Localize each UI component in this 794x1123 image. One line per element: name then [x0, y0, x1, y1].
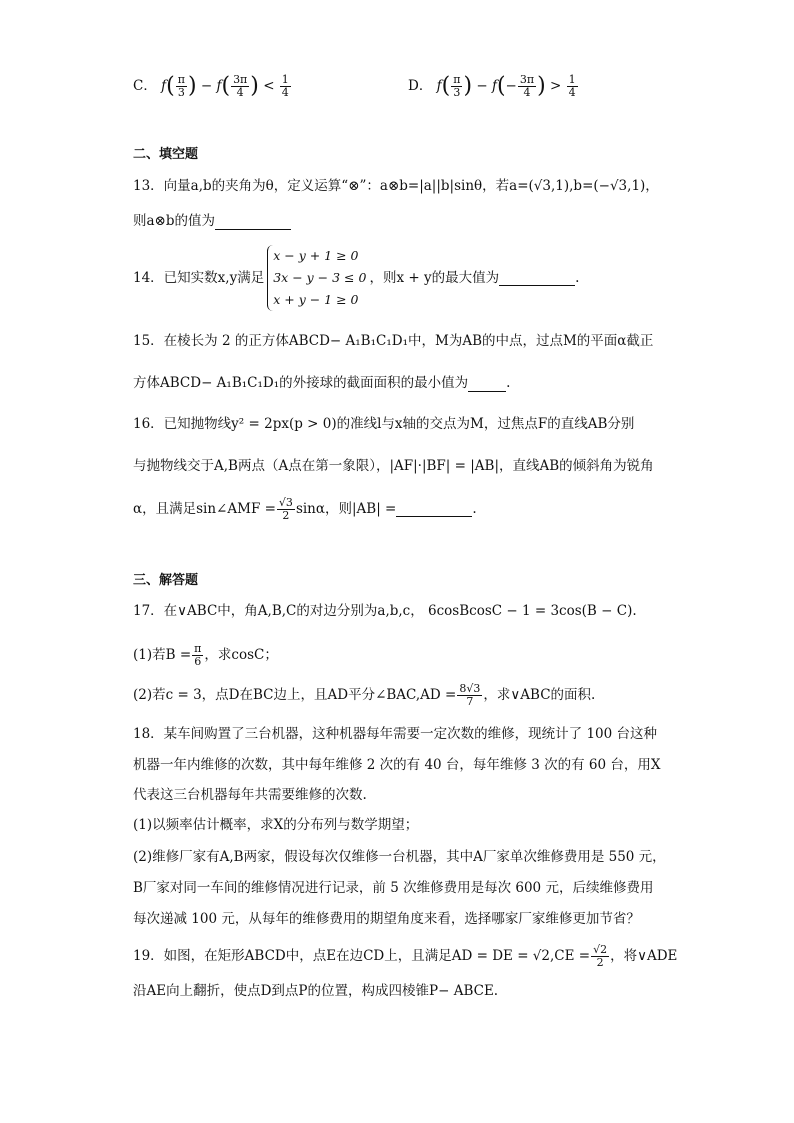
q18-part1: (1)以频率估计概率，求X的分布列与数学期望； [133, 817, 419, 833]
q15-line1: 15．在棱长为 2 的正方体ABCD− A₁B₁C₁D₁中，M为AB的中点，过点M的平面α截正 [133, 333, 654, 349]
q17-p1-den: 6 [194, 654, 202, 668]
q14-end: . [575, 270, 580, 286]
section-fill-in-title: 二、填空题 [133, 147, 199, 162]
option-d: D． f( $\frac{\pi}{3}$ ) − f(− $\frac{3\pi}{4}$ ) > $\frac{1}{4}$ [408, 73, 576, 99]
q18-line2: 机器一年内维修的次数，其中每年维修 2 次的有 40 台，每年维修 3 次的有 60 台，用X [133, 757, 661, 773]
section-solve-title: 三、解答题 [133, 573, 199, 588]
q16-line1: 16．已知抛物线y² = 2px(p > 0)的准线l与x轴的交点为M，过焦点F的直线AB分别 [133, 416, 635, 432]
q16-frac-den: 2 [282, 508, 290, 522]
q19-line1 [133, 938, 678, 974]
q17-line1: 17．在∨ABC中，角A,B,C的对边分别为a,b,c， 6cosBcosC − 1 = 3cos(B − C). [133, 603, 637, 619]
q14 [133, 246, 673, 310]
q17-p2-fraction [457, 683, 482, 708]
q16-frac-num: √3 [278, 495, 293, 509]
q14-answer-blank [499, 271, 575, 286]
q13-line2-text: 则a⊗b的值为 [133, 213, 216, 229]
q14-pre: 14．已知实数x,y满足 [133, 270, 265, 286]
option-c-op: < [263, 78, 275, 94]
q16-line3 [133, 492, 673, 526]
q17-p1-pre: (1)若B = [133, 647, 192, 663]
q19-line2: 沿AE向上翻折，使点D到点P的位置，构成四棱锥P− ABCE. [133, 983, 499, 999]
q18-line1: 18．某车间购置了三台机器，这种机器每年需要一定次数的维修，现统计了 100 台这种 [133, 726, 658, 742]
q18-part2b: B厂家对同一车间的维修情况进行记录，前 5 次维修费用是每次 600 元，后续维修费用 [133, 880, 654, 896]
q15-line2-text: 方体ABCD− A₁B₁C₁D₁的外接球的截面面积的最小值为 [133, 375, 469, 391]
q19-line1-post: ，将∨ADE [610, 948, 678, 964]
option-d-label: D． [408, 78, 433, 94]
option-d-op: > [549, 78, 562, 94]
q17-part2 [133, 676, 673, 714]
q16-line3-post: sinα，则|AB| = [295, 501, 397, 517]
q14-c1: x − y + 1 ≥ 0 [273, 248, 359, 263]
q15-answer-blank [468, 377, 506, 392]
q15-line2 [133, 374, 673, 392]
q16-fraction [277, 497, 295, 522]
q17-p2-pre: (2)若c = 3，点D在BC边上，且AD平分∠BAC,AD = [133, 687, 457, 703]
q19-fraction [591, 944, 609, 969]
q13-line1: 13．向量a,b的夹角为θ，定义运算“⊗”：a⊗b=|a||b|sinθ，若a=(√3,1),b=(−√3,1)， [133, 178, 659, 194]
q17-p1-num: π [194, 641, 202, 655]
q17-p2-num: 8√3 [459, 681, 481, 695]
q17-part1 [133, 638, 673, 672]
q15-end: . [506, 375, 511, 391]
q17-p2-post: ，求∨ABC的面积. [483, 687, 596, 703]
q14-c3: x + y − 1 ≥ 0 [273, 292, 359, 307]
q18-part2c: 每次递减 100 元，从每年的维修费用的期望角度来看，选择哪家厂家维修更加节省？ [133, 911, 640, 927]
q14-constraint-system [267, 245, 366, 311]
option-c-label: C． [133, 78, 157, 94]
q18-part2a: (2)维修厂家有A,B两家，假设每次仅维修一台机器，其中A厂家单次维修费用是 550 元， [133, 849, 666, 865]
q19-line1-pre: 19．如图，在矩形ABCD中，点E在边CD上，且满足AD = DE = √2,CE = [133, 948, 591, 964]
q13-answer-blank [215, 215, 291, 230]
q16-line3-pre: α，且满足sin∠AMF = [133, 501, 276, 517]
q18-line3: 代表这三台机器每年共需要维修的次数. [133, 787, 367, 803]
q14-post: ，则x + y的最大值为 [369, 270, 500, 286]
q19-frac-den: 2 [596, 955, 604, 969]
q17-p1-post: ，求cosC； [204, 647, 278, 663]
q17-p2-den: 7 [466, 694, 474, 708]
q19-frac-num: √2 [593, 942, 608, 956]
option-c: C． f( $\frac{\pi}{3}$ ) − f( $\frac{3\pi}{4}$ ) < $\frac{1}{4}$ [133, 73, 289, 99]
q14-c2: 3x − y − 3 ≤ 0 [273, 270, 367, 285]
q16-line2: 与抛物线交于A,B两点（A点在第一象限），|AF|·|BF| = |AB|，直线AB的倾斜角为锐角 [133, 458, 654, 474]
q13-line2 [133, 212, 673, 230]
q17-p1-fraction [192, 643, 203, 668]
q16-end: . [472, 501, 477, 517]
q16-answer-blank [396, 502, 472, 517]
